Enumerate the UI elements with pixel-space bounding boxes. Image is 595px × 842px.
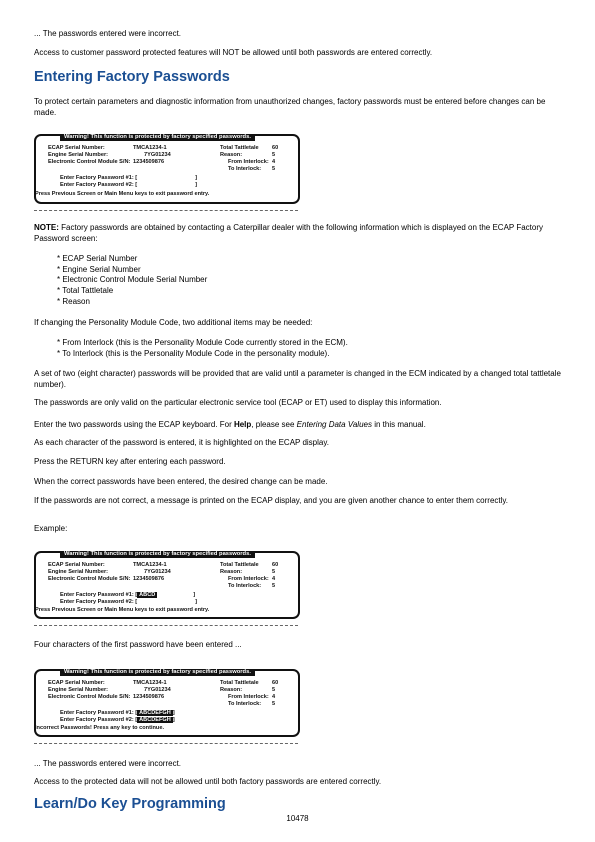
list-item: * ECAP Serial Number [57,254,207,265]
to-interlock-value: 5 [272,583,276,589]
password-1-field: Enter Factory Password #1: [ ] [60,175,197,181]
password-2-field: Enter Factory Password #2: [ ] [60,599,197,605]
ecm-serial-value: 1234509876 [133,576,165,582]
warning-banner: Warning! This function is protected by factory specified passwords. [60,551,255,558]
screen-footer: Press Previous Screen or Main Menu keys to exit password entry. [35,607,210,613]
list-item: * Reason [57,297,207,308]
ecm-serial-value: 1234509876 [133,694,165,700]
customer-access-line: Access to customer password protected features will NOT be allowed until both passwords are entered correctly. [34,48,433,57]
ecm-serial-label: Electronic Control Module S/N: [48,159,131,165]
to-interlock-label: To Interlock: [228,583,262,589]
to-interlock-value: 5 [272,166,276,172]
intro-paragraph: To protect certain parameters and diagnostic information from unauthorized changes, factory passwords must be entered before changes can be made. [34,97,546,117]
enter-passwords-paragraph: Enter the two passwords using the ECAP keyboard. For Help, please see Entering Data Values in this manual. [34,420,426,429]
reason-value: 5 [272,152,276,158]
to-interlock-label: To Interlock: [228,701,262,707]
divider [34,743,298,744]
ecap-serial-label: ECAP Serial Number: [48,145,105,151]
ecap-screen-1 [34,134,300,204]
password-1-field: Enter Factory Password #1: [ ABCDEFGH ] [60,710,175,716]
correct-paragraph: When the correct passwords have been entered, the desired change can be made. [34,477,328,486]
ecap-serial-value: TMCA1234-1 [133,680,167,686]
tattletale-value: 60 [272,562,279,568]
note-paragraph: NOTE: Factory passwords are obtained by contacting a Caterpillar dealer with the following information which is displayed on the ECAP Factory Password screen: [34,223,543,243]
from-interlock-label: From Interlock: [228,694,269,700]
from-interlock-value: 4 [272,694,276,700]
incorrect-passwords-message: Incorrect Passwords! Press any key to continue. [35,725,165,731]
highlight-paragraph: As each character of the password is entered, it is highlighted on the ECAP display. [34,438,329,447]
engine-serial-label: Engine Serial Number: [48,152,108,158]
tattletale-label: Total Tattletale [220,145,259,151]
example-label: Example: [34,524,68,533]
divider [34,210,298,211]
tattletale-label: Total Tattletale [220,680,259,686]
info-list [57,254,207,308]
protected-data-line: Access to the protected data will not be allowed until both factory passwords are entered correctly. [34,777,382,786]
to-interlock-value: 5 [272,701,276,707]
entering-data-values-link[interactable]: Entering Data Values [296,420,372,429]
warning-banner: Warning! This function is protected by factory specified passwords. [60,134,255,141]
return-paragraph: Press the RETURN key after entering each password. [34,457,226,466]
ecap-serial-value: TMCA1234-1 [133,145,167,151]
password-1-field: Enter Factory Password #1: [ ABCD ] [60,592,196,598]
note-label: NOTE: [34,223,59,232]
password-2-entry: ABCDEFGH [139,717,171,723]
from-interlock-value: 4 [272,159,276,165]
reason-label: Reason: [220,687,243,693]
heading-learn-do-key-programming: Learn/Do Key Programming [34,796,226,812]
ecm-serial-value: 1234509876 [133,159,165,165]
tattletale-value: 60 [272,680,279,686]
ecap-screen-2 [34,551,300,619]
warning-banner: Warning! This function is protected by factory specified passwords. [60,669,255,676]
password-1-entry: ABCDEFGH [139,710,171,716]
ecap-serial-label: ECAP Serial Number: [48,562,105,568]
ecap-screen-3 [34,669,300,737]
password-set-paragraph: A set of two (eight character) passwords will be provided that are valid until a parameter is changed in the ECM indicated by a changed total tattletale number). [34,369,561,389]
engine-serial-label: Engine Serial Number: [48,569,108,575]
ecm-serial-label: Electronic Control Module S/N: [48,694,131,700]
from-interlock-value: 4 [272,576,276,582]
reason-label: Reason: [220,569,243,575]
ecap-serial-label: ECAP Serial Number: [48,680,105,686]
list-item: * Engine Serial Number [57,265,207,276]
password-1-entry: ABCD [139,592,156,598]
password-2-field: Enter Factory Password #2: [ ABCDEFGH ] [60,717,175,723]
list-item: * To Interlock (this is the Personality Module Code in the personality module). [57,349,348,360]
incorrect-passwords-line-2: ... The passwords entered were incorrect. [34,759,182,768]
from-interlock-label: From Interlock: [228,159,269,165]
engine-serial-value: 7YG01234 [144,687,171,693]
reason-value: 5 [272,687,276,693]
tattletale-label: Total Tattletale [220,562,259,568]
interlock-list [57,338,348,359]
ecap-serial-value: TMCA1234-1 [133,562,167,568]
reason-value: 5 [272,569,276,575]
list-item: * From Interlock (this is the Personality Module Code currently stored in the ECM). [57,338,348,349]
incorrect-passwords-line: ... The passwords entered were incorrect. [34,29,182,38]
engine-serial-label: Engine Serial Number: [48,687,108,693]
tattletale-value: 60 [272,145,279,151]
valid-tool-paragraph: The passwords are only valid on the particular electronic service tool (ECAP or ET) used to display this information. [34,398,442,407]
reason-label: Reason: [220,152,243,158]
four-characters-caption: Four characters of the first password have been entered ... [34,640,242,649]
from-interlock-label: From Interlock: [228,576,269,582]
password-2-field: Enter Factory Password #2: [ ] [60,182,197,188]
personality-intro: If changing the Personality Module Code, two additional items may be needed: [34,318,313,327]
ecm-serial-label: Electronic Control Module S/N: [48,576,131,582]
incorrect-paragraph: If the passwords are not correct, a message is printed on the ECAP display, and you are given another chance to enter them correctly. [34,496,509,505]
heading-entering-factory-passwords: Entering Factory Passwords [34,69,230,85]
page-number: 10478 [286,814,309,823]
divider [34,625,298,626]
engine-serial-value: 7YG01234 [144,152,171,158]
screen-footer: Press Previous Screen or Main Menu keys to exit password entry. [35,191,210,197]
list-item: * Electronic Control Module Serial Number [57,275,207,286]
list-item: * Total Tattletale [57,286,207,297]
to-interlock-label: To Interlock: [228,166,262,172]
engine-serial-value: 7YG01234 [144,569,171,575]
